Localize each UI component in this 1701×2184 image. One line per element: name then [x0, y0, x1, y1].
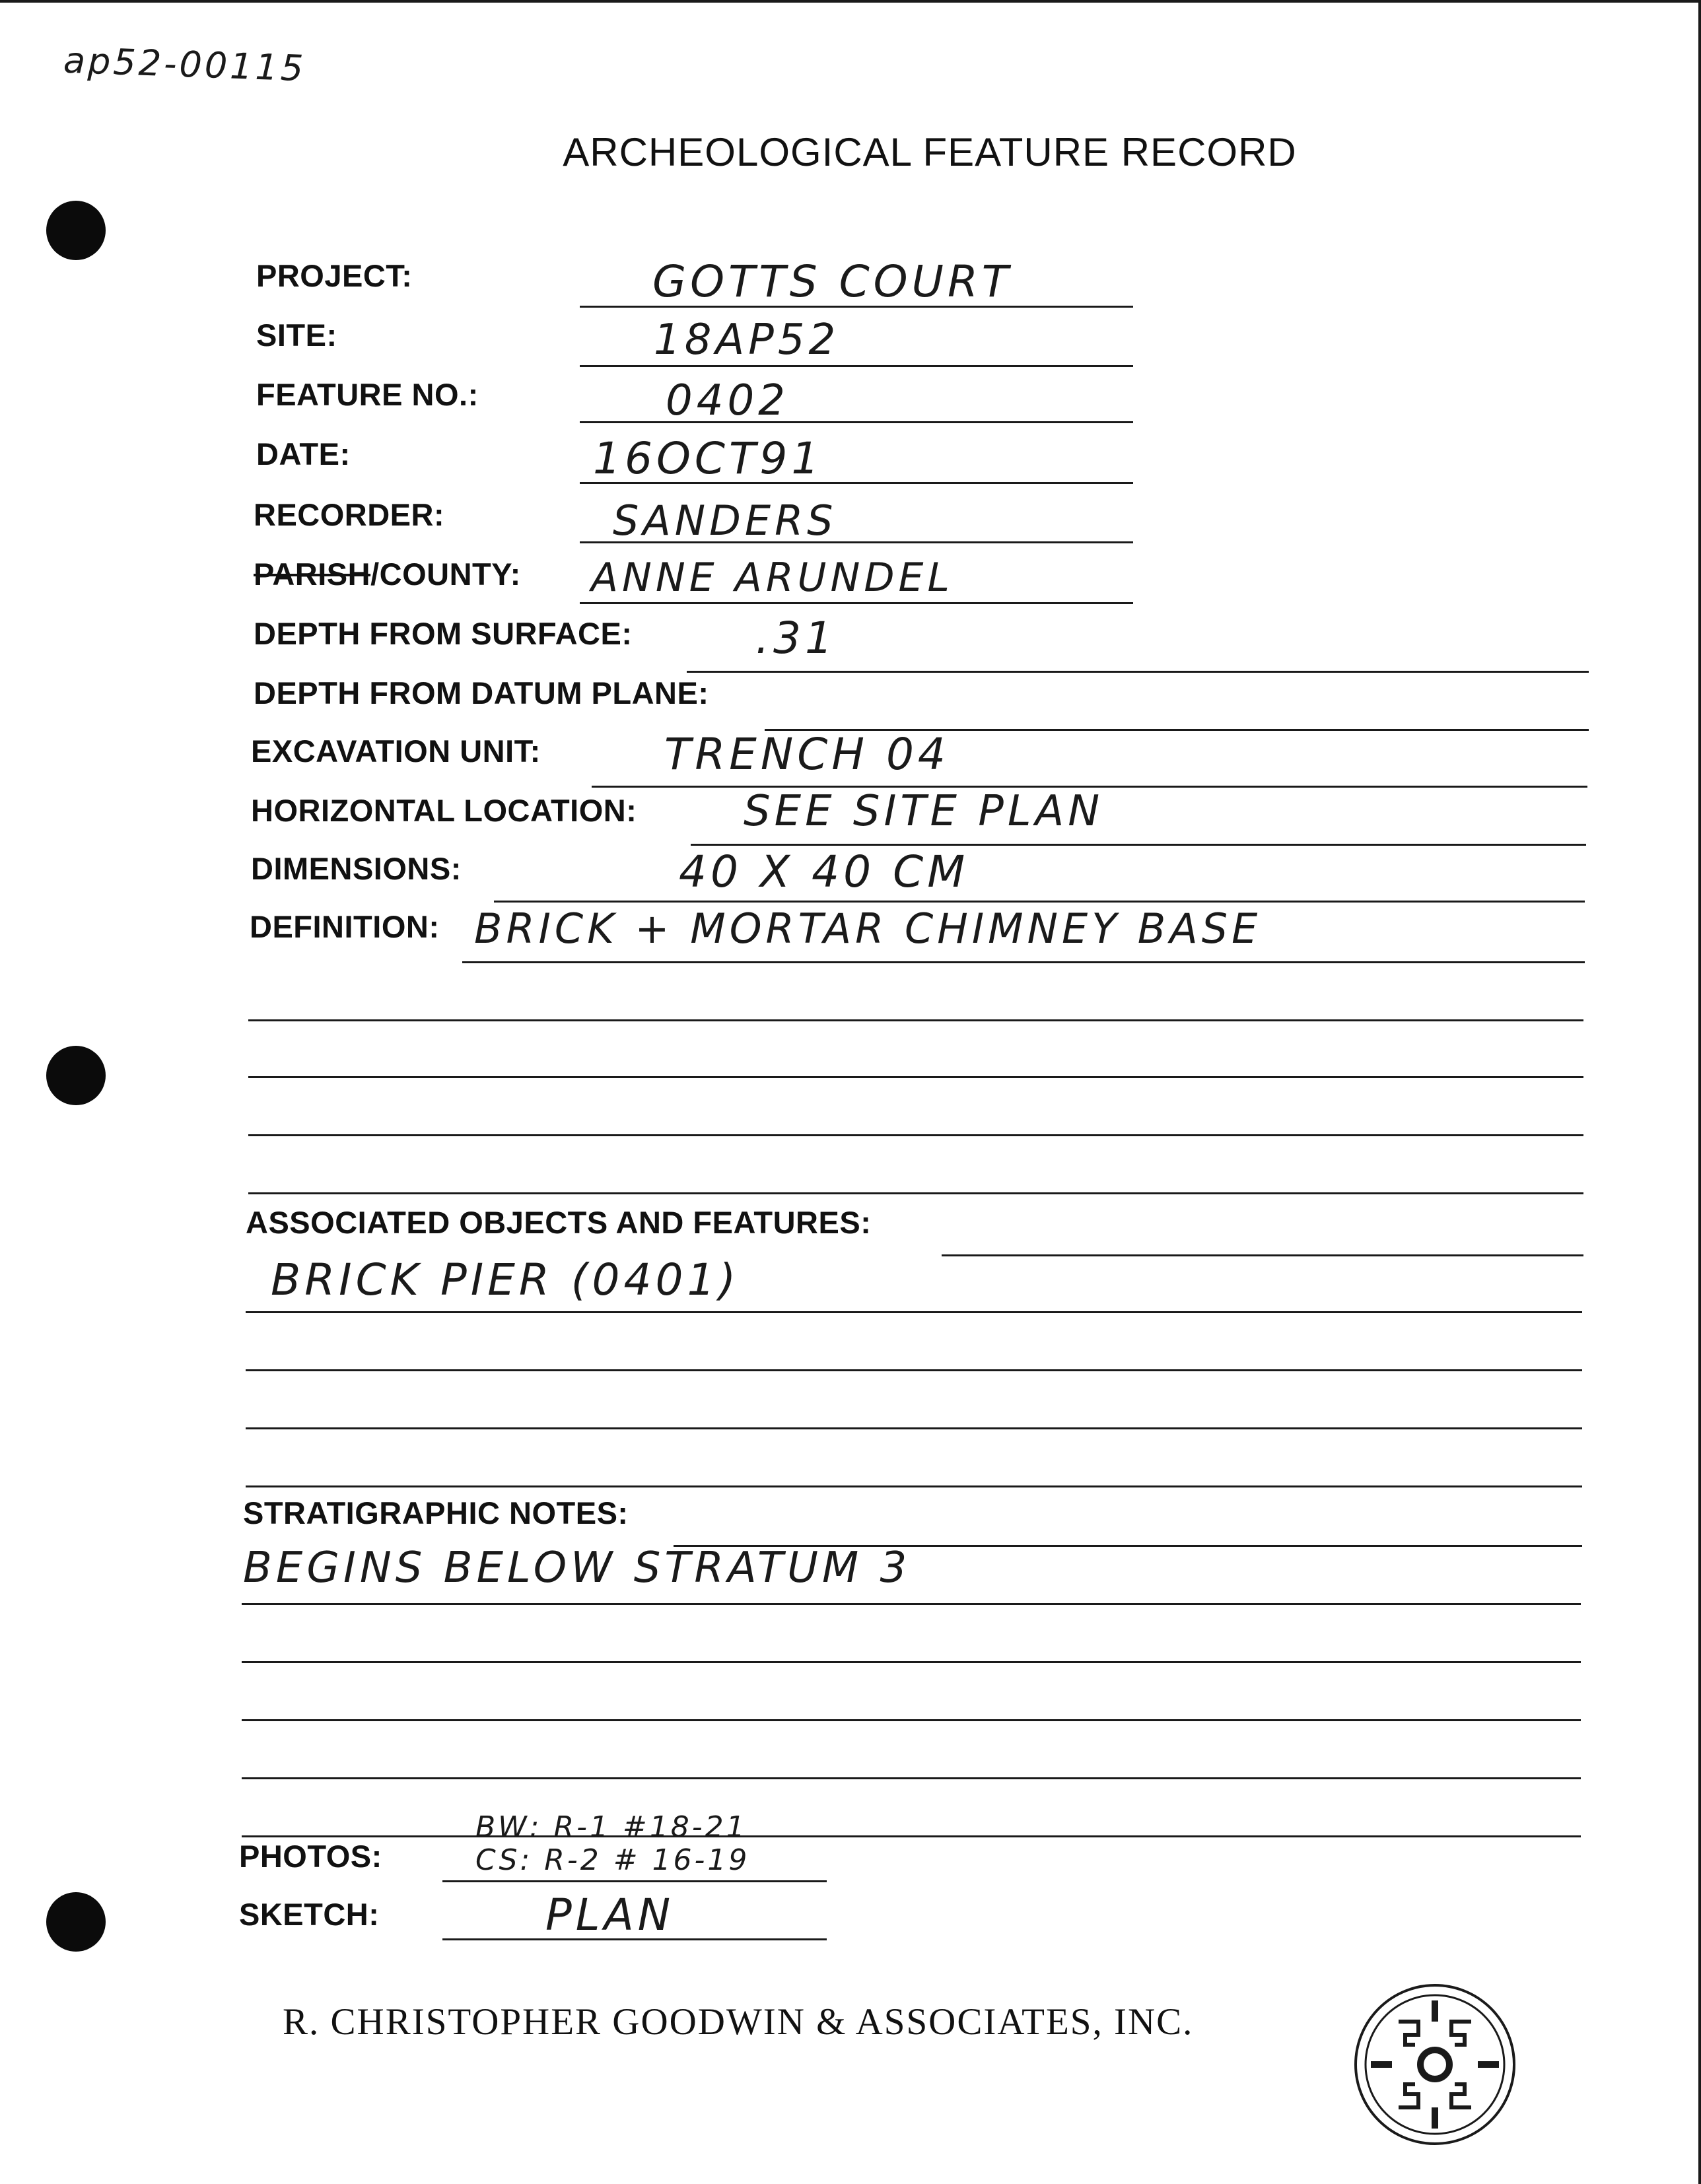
stratigraphic-line-5: [242, 1777, 1581, 1779]
corner-document-id: ap52-00115: [63, 39, 307, 90]
associated-line-2: [246, 1311, 1582, 1313]
definition-value: BRICK + MORTAR CHIMNEY BASE: [474, 904, 1262, 953]
associated-line-4: [246, 1427, 1582, 1429]
punch-hole-bottom: [46, 1892, 106, 1952]
scan-border-top: [0, 0, 1701, 3]
associated-line-5: [246, 1485, 1582, 1487]
site-label: SITE:: [256, 318, 337, 353]
associated-objects-label: ASSOCIATED OBJECTS AND FEATURES:: [246, 1205, 872, 1240]
depth-surface-line: [687, 671, 1589, 673]
stratigraphic-line-2: [242, 1603, 1581, 1605]
parish-label-struck: PARISH: [254, 557, 371, 592]
dimensions-value: 40 X 40 CM: [679, 846, 969, 897]
feature-no-value: 0402: [666, 376, 789, 425]
depth-surface-label: DEPTH FROM SURFACE:: [254, 616, 633, 651]
horizontal-location-value: SEE SITE PLAN: [744, 787, 1104, 836]
depth-surface-value: .31: [755, 613, 837, 664]
form-title: ARCHEOLOGICAL FEATURE RECORD: [563, 130, 1297, 174]
definition-line-1: [462, 961, 1585, 963]
parish-county-label: [254, 556, 521, 592]
definition-line-3: [248, 1076, 1583, 1078]
date-value: 16OCT91: [593, 433, 823, 484]
feature-no-line: [580, 421, 1133, 423]
site-value: 18AP52: [654, 316, 840, 364]
recorder-label: RECORDER:: [254, 497, 445, 532]
stratigraphic-line-6: [242, 1835, 1581, 1837]
depth-datum-label: DEPTH FROM DATUM PLANE:: [254, 675, 709, 710]
photos-label: PHOTOS:: [239, 1839, 382, 1874]
stratigraphic-notes-value: BEGINS BELOW STRATUM 3: [243, 1544, 911, 1592]
associated-line-1: [942, 1254, 1583, 1256]
project-label: PROJECT:: [256, 258, 413, 293]
associated-objects-value: BRICK PIER (0401): [271, 1254, 740, 1305]
excavation-unit-label: EXCAVATION UNIT:: [251, 734, 541, 768]
punch-hole-top: [46, 201, 106, 260]
associated-line-3: [246, 1369, 1582, 1371]
definition-line-5: [248, 1192, 1583, 1194]
county-value: ANNE ARUNDEL: [591, 555, 954, 601]
definition-label: DEFINITION:: [250, 909, 440, 944]
recorder-value: SANDERS: [613, 496, 837, 545]
excavation-unit-value: TRENCH 04: [664, 729, 950, 780]
date-label: DATE:: [256, 436, 351, 471]
sketch-label: SKETCH:: [239, 1897, 380, 1932]
company-name: R. CHRISTOPHER GOODWIN & ASSOCIATES, INC.: [283, 2001, 1194, 2043]
dimensions-line: [494, 901, 1585, 903]
photos-bw-value: BW: R-1 #18-21: [475, 1810, 747, 1844]
project-value: GOTTS COURT: [652, 256, 1013, 307]
stratigraphic-notes-label: STRATIGRAPHIC NOTES:: [243, 1495, 629, 1530]
stratigraphic-line-3: [242, 1661, 1581, 1663]
company-seal-logo: [1352, 1982, 1517, 2147]
punch-hole-middle: [46, 1046, 106, 1105]
definition-line-4: [248, 1134, 1583, 1136]
photos-line: [442, 1880, 827, 1882]
feature-no-label: FEATURE NO.:: [256, 377, 479, 412]
dimensions-label: DIMENSIONS:: [251, 851, 462, 886]
horizontal-location-label: HORIZONTAL LOCATION:: [251, 793, 637, 828]
stratigraphic-line-4: [242, 1719, 1581, 1721]
scan-border-right: [1698, 0, 1701, 2184]
horizontal-location-line: [691, 844, 1586, 846]
site-line: [580, 365, 1133, 367]
definition-line-2: [248, 1019, 1583, 1021]
county-line: [580, 602, 1133, 604]
photos-cs-value: CS: R-2 # 16-19: [475, 1843, 750, 1877]
county-label: /COUNTY:: [370, 557, 521, 592]
sketch-value: PLAN: [545, 1890, 675, 1940]
